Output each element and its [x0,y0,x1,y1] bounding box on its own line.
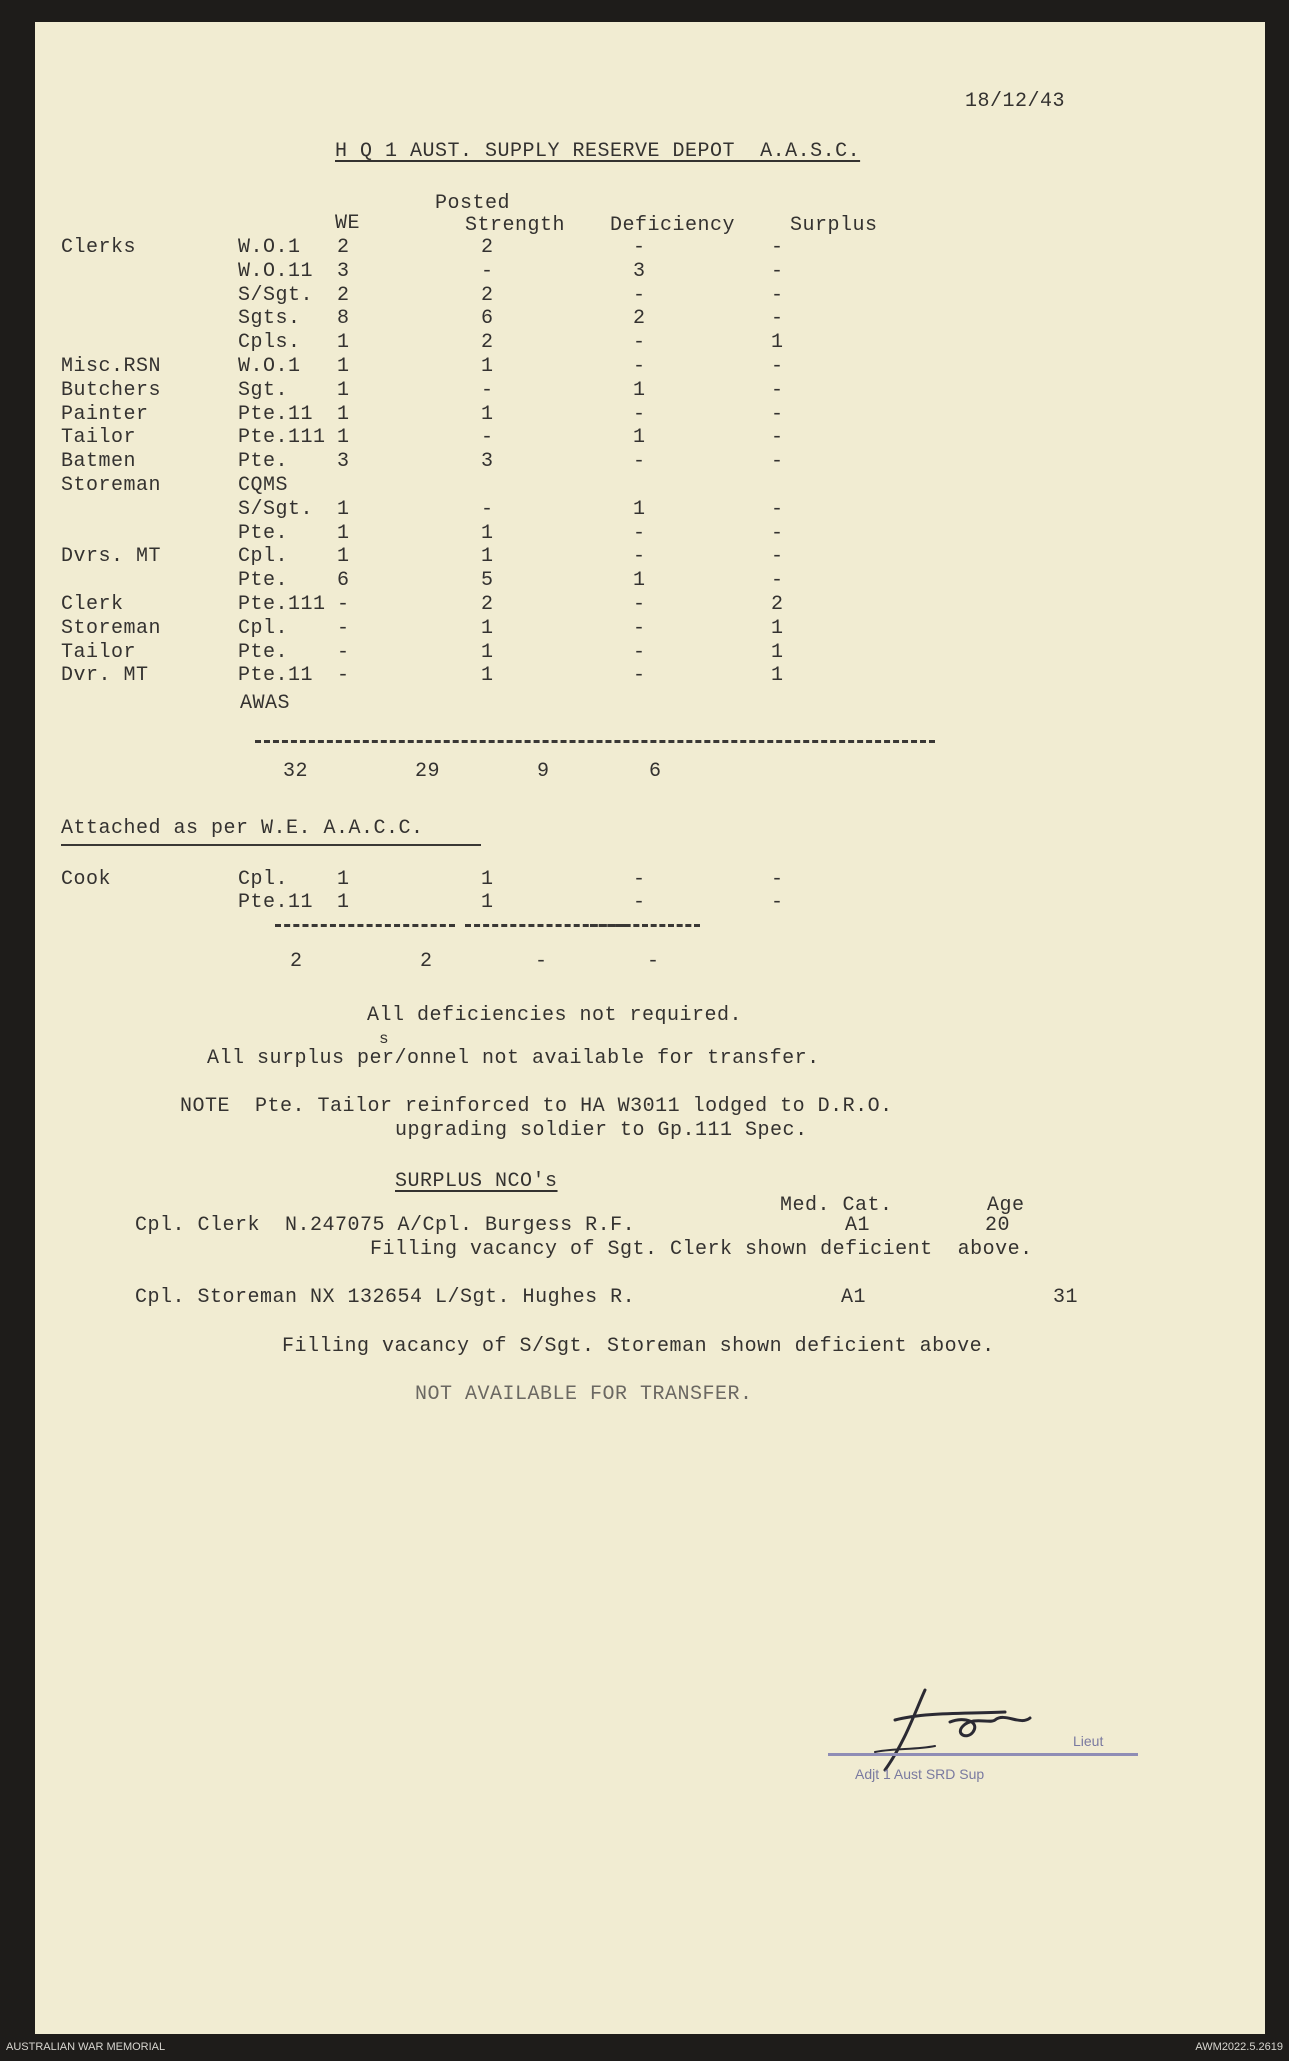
attached-heading: Attached as per W.E. A.A.C.C. [61,817,424,840]
rows-def-cell: - [633,640,646,664]
rows-we-cell: - [337,593,350,616]
note-deficiencies: All deficiencies not required. [367,1004,743,1027]
attached-total-surplus: - [647,950,660,973]
attrows-we-cell: 1 [337,891,350,914]
rows-def-cell: 3 [633,259,646,283]
rows-we-cell: 1 [337,426,350,450]
rows-sur-cell: - [771,426,784,450]
header-deficiency: Deficiency [610,214,736,237]
rows-trade-cell: Tailor [61,426,137,450]
attached-total-we: 2 [290,950,303,973]
rows-rank-cell: Pte. [238,640,289,664]
rows-we-cell: 1 [337,402,350,426]
col-med-cat: Med. Cat. [780,1194,893,1217]
note-tailor-1: NOTE Pte. Tailor reinforced to HA W3011 lodged to D.R.O. [180,1095,893,1118]
rows-sur-cell: - [771,402,784,426]
attrows-posted-cell: 1 [481,868,494,891]
header-we: WE [335,212,361,235]
rows-posted-cell: - [481,497,494,521]
rows-rank-cell: Cpl. [238,616,289,640]
rows-trade-cell: Storeman [61,474,162,497]
rows-trade-cell: Dvr. MT [61,664,149,688]
rows-posted-cell: 1 [481,545,494,569]
header-posted-2: Strength [465,214,566,237]
sign-title: Adjt 1 Aust SRD Sup [855,1766,985,1782]
rows-rank-cell: Sgts. [238,307,301,331]
attrows-rank-cell: Cpl. [238,868,289,891]
rows-we-cell: 1 [337,378,350,402]
rows-posted-cell: 1 [481,402,494,426]
document-title: H Q 1 AUST. SUPPLY RESERVE DEPOT A.A.S.C. [335,140,861,163]
totals-rule [255,740,935,743]
rows-we-cell: 2 [337,283,350,307]
rows-trade-cell: Painter [61,402,149,426]
rows-rank-cell: Pte. [238,569,289,593]
attached-total-deficiency: - [535,950,548,973]
rows-posted-cell: - [481,378,494,402]
sign-rank: Lieut [1073,1733,1104,1749]
rows-posted-cell: 5 [481,569,494,593]
rows-posted-cell: 1 [481,521,494,545]
rows-trade-cell: Clerks [61,236,137,259]
rows-posted-cell: 2 [481,283,494,307]
rows-posted-cell: - [481,426,494,450]
rows-posted-cell: 6 [481,307,494,331]
rows-posted-cell: 2 [481,236,494,259]
rows-def-cell: - [633,521,646,545]
rows-posted-cell: 1 [481,640,494,664]
rows-trade-cell: Butchers [61,378,162,402]
rows-posted-cell: 1 [481,616,494,640]
attached-rule-1 [275,924,455,927]
rows-rank-cell: Cpls. [238,331,301,355]
document-page [35,22,1265,2034]
nco-2-line: Cpl. Storeman NX 132654 L/Sgt. Hughes R. [135,1286,636,1309]
header-posted-1: Posted [435,192,511,215]
rows-sur-cell: - [771,521,784,545]
rows-rank-cell: S/Sgt. [238,497,314,521]
col-age: Age [987,1194,1025,1217]
footer-left: AUSTRALIAN WAR MEMORIAL [6,2041,166,2053]
total-deficiency: 9 [537,760,550,783]
nco-2-age: 31 [1053,1286,1079,1309]
attached-total-posted: 2 [420,950,433,973]
attrows-rank-cell: Pte.11 [238,891,314,914]
rows-def-cell: - [633,283,646,307]
rows-sur-cell: 2 [771,593,784,616]
footer-right: AWM2022.5.2619 [1195,2041,1283,2053]
rows-we-cell: 1 [337,521,350,545]
archive-footer [0,2034,1289,2061]
rows-def-cell: - [633,331,646,355]
rows-rank-cell: Pte.111 [238,426,326,450]
rows-rank-cell: Sgt. [238,378,289,402]
rows-sur-cell: - [771,283,784,307]
rows-sur-cell: 1 [771,640,784,664]
rows-def-cell: 1 [633,426,646,450]
rows-sur-cell: 1 [771,331,784,355]
nco-1-cat: A1 [845,1214,871,1237]
rows-rank-cell: W.O.1 [238,236,301,259]
rows-def-cell: 1 [633,378,646,402]
rows-posted-cell: 3 [481,450,494,474]
rows-we-cell: 8 [337,307,350,331]
rows-sur-cell: - [771,259,784,283]
note-surplus-insert: s [379,1030,390,1048]
rows-rank-cell: Pte.111 [238,593,326,616]
rows-rank-cell: Pte. [238,521,289,545]
rows-def-cell: - [633,664,646,688]
nco-1-age: 20 [985,1214,1011,1237]
rows-we-cell: 2 [337,236,350,259]
rows-posted-cell: 2 [481,331,494,355]
rows-rank-cell: CQMS [238,474,289,497]
rows-trade-cell: Storeman [61,616,162,640]
rows-rank-cell: W.O.1 [238,355,301,378]
document-date: 18/12/43 [965,90,1066,113]
not-available-note: NOT AVAILABLE FOR TRANSFER. [415,1383,753,1406]
attrows-posted-cell: 1 [481,891,494,914]
attrows-def-cell: - [633,891,646,914]
attrows-def-cell: - [633,868,646,891]
rows-we-cell: - [337,664,350,688]
rows-we-cell: - [337,640,350,664]
attrows-we-cell: 1 [337,868,350,891]
rows-we-cell: 1 [337,545,350,569]
rows-rank-cell: S/Sgt. [238,283,314,307]
rows-rank-cell: Pte. [238,450,289,474]
rows-posted-cell: 1 [481,355,494,378]
nco-2-note: Filling vacancy of S/Sgt. Storeman shown deficient above. [282,1335,995,1358]
rows-trade-cell: Tailor [61,640,137,664]
rows-sur-cell: - [771,545,784,569]
stamp-line [828,1753,1138,1756]
awas-label: AWAS [240,692,291,715]
attrows-sur-cell: - [771,868,784,891]
rows-def-cell: 2 [633,307,646,331]
total-surplus: 6 [649,760,662,783]
rows-sur-cell: 1 [771,616,784,640]
header-surplus: Surplus [790,214,878,237]
rows-we-cell: - [337,616,350,640]
rows-posted-cell: 1 [481,664,494,688]
rows-def-cell: - [633,402,646,426]
rows-sur-cell: - [771,378,784,402]
nco-1-line: Cpl. Clerk N.247075 A/Cpl. Burgess R.F. [135,1214,636,1237]
rows-posted-cell: - [481,259,494,283]
rows-sur-cell: - [771,450,784,474]
rows-def-cell: 1 [633,569,646,593]
rows-rank-cell: Pte.11 [238,664,314,688]
rows-rank-cell: W.O.11 [238,259,314,283]
attrows-sur-cell: - [771,891,784,914]
rows-trade-cell: Batmen [61,450,137,474]
attrows-trade-cell: Cook [61,868,112,891]
rows-we-cell: 3 [337,450,350,474]
rows-rank-cell: Cpl. [238,545,289,569]
attached-rule-3 [590,924,700,927]
note-tailor-2: upgrading soldier to Gp.111 Spec. [395,1119,808,1142]
nco-1-note: Filling vacancy of Sgt. Clerk shown deficient above. [370,1238,1033,1261]
rows-def-cell: - [633,450,646,474]
rows-trade-cell: Misc.RSN [61,355,162,378]
rows-sur-cell: - [771,236,784,259]
nco-2-cat: A1 [841,1286,867,1309]
rows-trade-cell: Dvrs. MT [61,545,162,569]
rows-sur-cell: 1 [771,664,784,688]
total-we: 32 [283,760,309,783]
rows-we-cell: 1 [337,497,350,521]
rows-def-cell: - [633,593,646,616]
rows-we-cell: 3 [337,259,350,283]
note-surplus: All surplus per/onnel not available for transfer. [207,1047,820,1070]
rows-sur-cell: - [771,569,784,593]
rows-we-cell: 1 [337,355,350,378]
attached-underline [61,844,481,846]
rows-we-cell: 6 [337,569,350,593]
rows-sur-cell: - [771,307,784,331]
rows-posted-cell: 2 [481,593,494,616]
rows-def-cell: - [633,545,646,569]
rows-def-cell: - [633,236,646,259]
rows-rank-cell: Pte.11 [238,402,314,426]
rows-def-cell: - [633,355,646,378]
rows-def-cell: - [633,616,646,640]
rows-trade-cell: Clerk [61,593,124,616]
total-posted: 29 [415,760,441,783]
rows-sur-cell: - [771,355,784,378]
rows-sur-cell: - [771,497,784,521]
surplus-nco-heading: SURPLUS NCO's [395,1170,558,1193]
rows-we-cell: 1 [337,331,350,355]
rows-def-cell: 1 [633,497,646,521]
